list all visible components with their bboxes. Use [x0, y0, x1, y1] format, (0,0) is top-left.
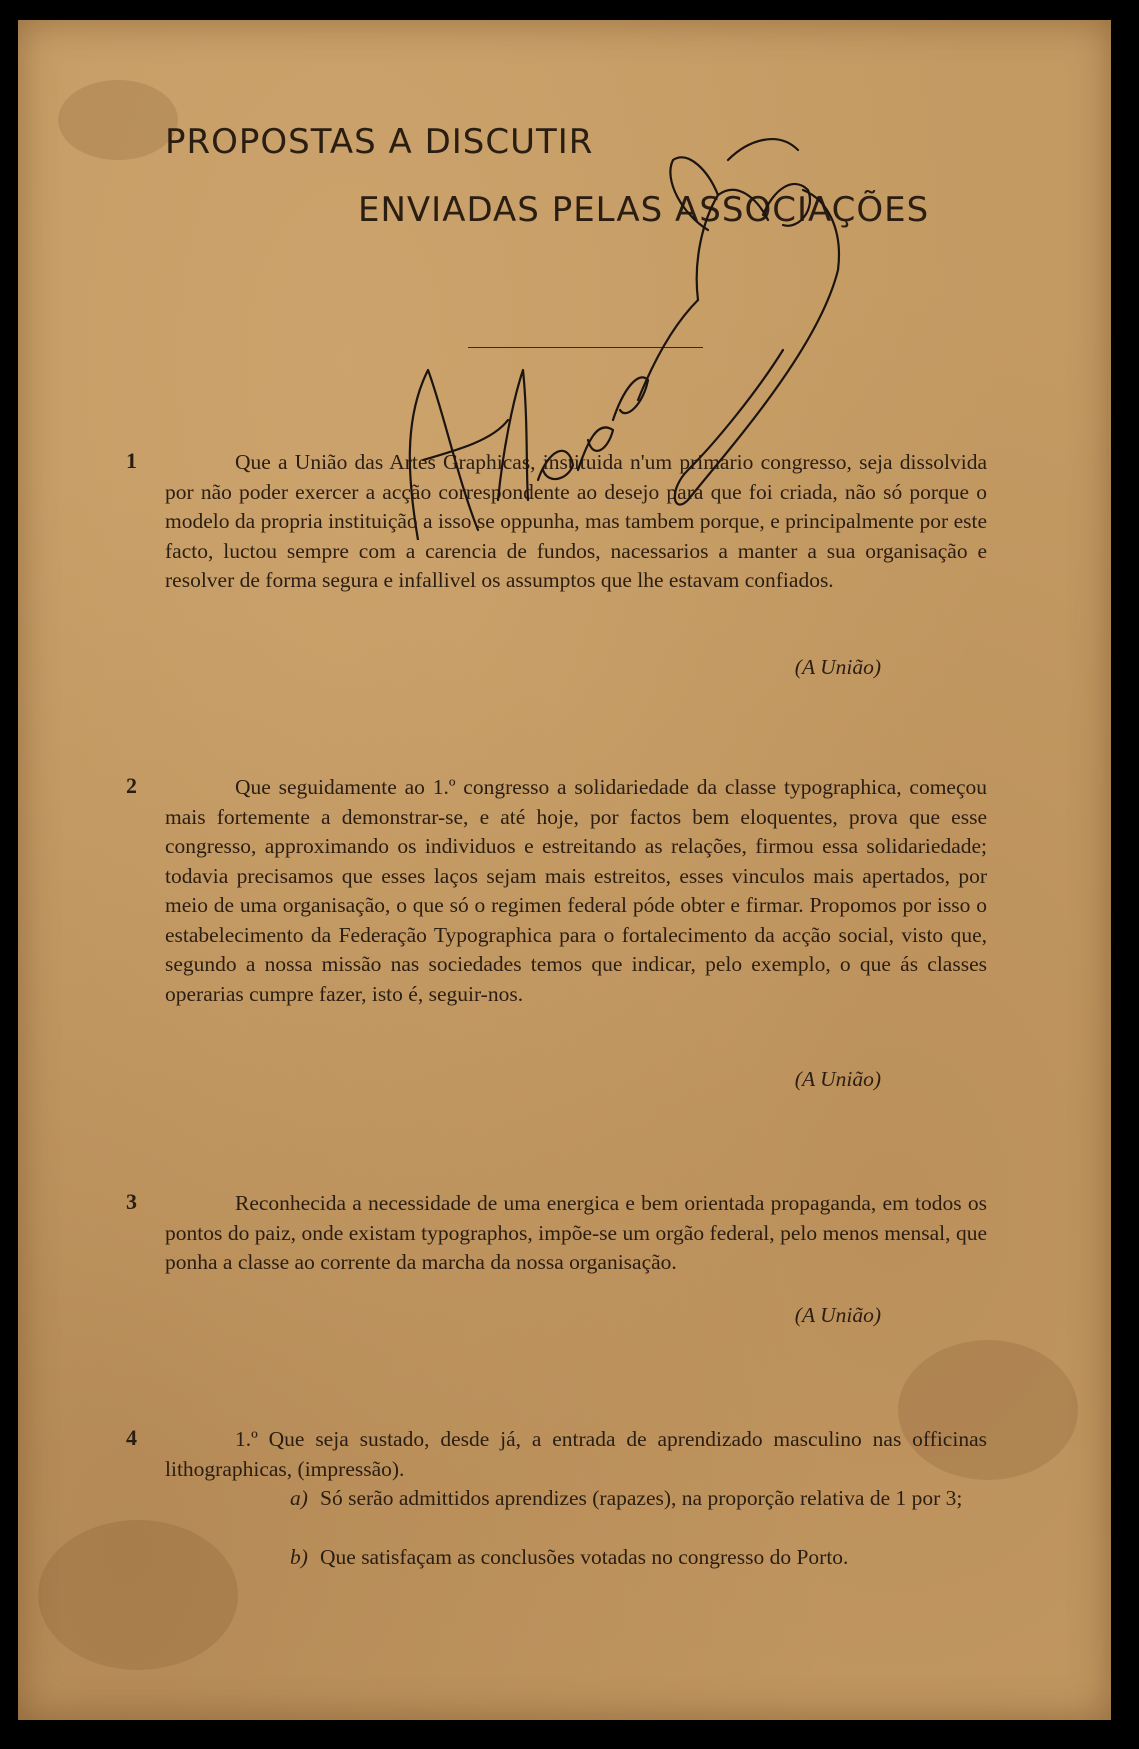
paper-stain: [58, 80, 178, 160]
proposal-number: 1: [126, 448, 137, 473]
proposal-signature: (A União): [794, 655, 881, 679]
title-line-2: ENVIADAS PELAS ASSOCIAÇÕES: [358, 190, 930, 230]
subitem-text: Só serão admittidos aprendizes (rapazes), na proporção relativa de 1 por 3;: [320, 1486, 963, 1510]
proposal-number: 4: [126, 1425, 137, 1450]
proposal-number: 2: [126, 773, 137, 798]
proposal-subitem-a: [290, 1484, 987, 1514]
proposal-signature: (A União): [794, 1067, 881, 1091]
handwritten-signature: [398, 120, 878, 540]
proposal-text: Que a União das Artes Graphicas, instituida n'um primario congresso, seja dissolvida por não poder exercer a acção correspondente ao desejo para que foi criada, não só porque o modelo da propria instituição a isso se oppunha, mas tambem porque, e principalmente por este facto, luctou sempre com a carencia de fundos, nacessarios a manter a sua organisação e resolver de forma segura e infallivel os assumptos que lhe estavam confiados.: [165, 450, 987, 592]
document-page: [18, 20, 1111, 1720]
proposal-text: Reconhecida a necessidade de uma energica e bem orientada propaganda, em todos os pontos do paiz, onde existam typographos, impõe-se um orgão federal, pelo menos mensal, que ponha a classe ao corrente da marcha da nossa organisação.: [165, 1191, 987, 1274]
proposal-text: 1.º Que seja sustado, desde já, a entrada de aprendizado masculino nas officinas lithographicas, (impressão).: [165, 1427, 987, 1481]
proposal-text: Que seguidamente ao 1.º congresso a solidariedade da classe typographica, começou mais fortemente a demonstrar-se, e até hoje, por factos bem eloquentes, prova que esse congresso, approximando os individuos e estreitando as relações, firmou essa solidariedade; todavia precisamos que esses laços sejam mais estreitos, esses vinculos mais apertados, por meio de uma organisação, o que só o regimen federal póde obter e firmar. Propomos por isso o estabelecimento da Federação Typographica para o fortalecimento da acção social, visto que, segundo a nossa missão nas sociedades temos que indicar, pelo exemplo, o que ás classes operarias cumpre fazer, isto é, seguir-nos.: [165, 775, 987, 1006]
subitem-text: Que satisfaçam as conclusões votadas no congresso do Porto.: [320, 1545, 849, 1569]
proposal-subitem-b: [290, 1543, 987, 1573]
proposal-signature: (A União): [794, 1303, 881, 1327]
paper-stain: [38, 1520, 238, 1670]
title-line-1: PROPOSTAS A DISCUTIR: [165, 122, 594, 162]
subitem-letter: a): [290, 1486, 308, 1510]
subitem-letter: b): [290, 1545, 308, 1569]
proposal-number: 3: [126, 1189, 137, 1214]
